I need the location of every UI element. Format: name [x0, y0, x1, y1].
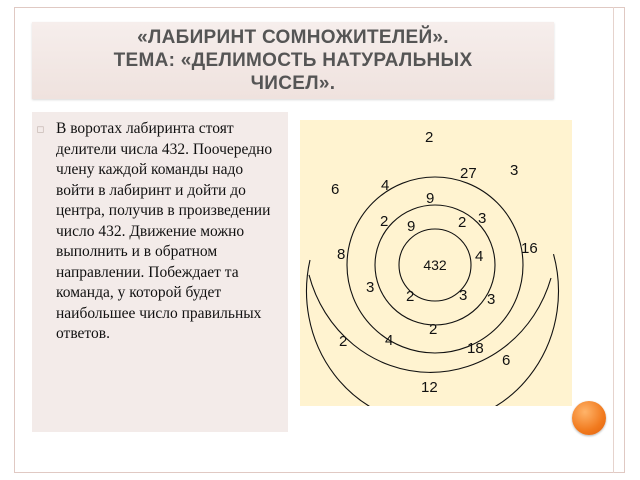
title-line-1: «ЛАБИРИНТ СОМНОЖИТЕЛЕЙ». — [137, 27, 449, 48]
slide-title — [32, 22, 554, 99]
bullet-icon: ▫ — [36, 122, 45, 137]
maze-number: 2 — [458, 214, 467, 231]
maze-center-number: 432 — [423, 257, 447, 273]
maze-number: 6 — [331, 181, 340, 198]
slide-edge-line — [613, 7, 614, 473]
maze-number: 12 — [421, 379, 438, 396]
rules-text: В воротах лабиринта стоят делители числа 432. Поочередно члену каждой команды надо войти в лабиринт и дойти до центра, получив в произведении число 432. Движение можно выполнить и в обратном направлении. Побеждает та команда, у которой будет наибольшее число правильных ответов. — [56, 120, 273, 342]
maze-diagram — [300, 120, 572, 406]
maze-number: 3 — [459, 287, 468, 304]
maze-number: 3 — [510, 162, 519, 179]
maze-number: 3 — [366, 279, 375, 296]
maze-panel — [300, 120, 572, 406]
maze-number: 4 — [475, 248, 484, 265]
maze-number: 9 — [426, 190, 435, 207]
maze-number: 2 — [406, 288, 415, 305]
maze-number: 3 — [487, 291, 496, 308]
maze-number: 16 — [521, 240, 538, 257]
maze-number: 4 — [385, 332, 394, 349]
maze-number: 9 — [407, 218, 416, 235]
orange-circle-button[interactable] — [572, 401, 606, 435]
title-line-3: ЧИСЕЛ». — [250, 73, 336, 94]
title-line-2: ТЕМА: «ДЕЛИМОСТЬ НАТУРАЛЬНЫХ — [113, 50, 473, 71]
maze-number: 4 — [381, 177, 390, 194]
maze-number: 6 — [502, 352, 511, 369]
maze-number: 2 — [339, 333, 348, 350]
maze-number: 27 — [460, 165, 477, 182]
maze-number: 2 — [380, 213, 389, 230]
maze-number: 3 — [478, 210, 487, 227]
maze-number: 2 — [429, 321, 438, 338]
maze-number: 18 — [467, 340, 484, 357]
maze-number: 8 — [337, 246, 346, 263]
maze-number: 2 — [425, 129, 434, 146]
text-panel — [32, 112, 288, 432]
